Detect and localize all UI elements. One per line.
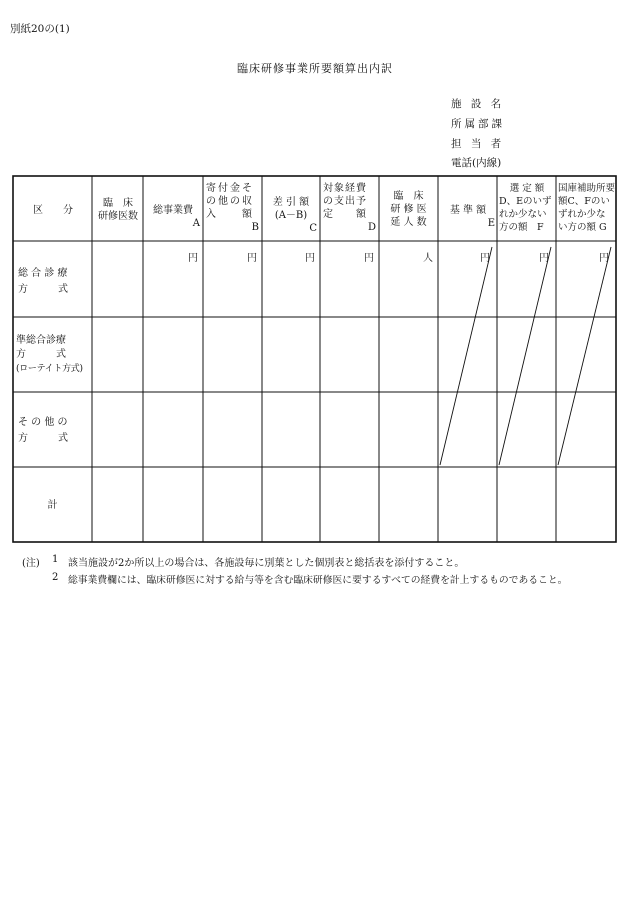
- header-total-cost: [146, 204, 200, 230]
- header-selected-line3: れか少ない: [499, 209, 547, 220]
- header-resident-days-line1: 臨 床: [393, 191, 424, 202]
- unit-income: 円: [247, 253, 257, 264]
- facility-name-label: 施 設 名: [451, 98, 505, 110]
- header-standard: [441, 204, 495, 230]
- header-standard-letter: E: [487, 218, 495, 229]
- row-label-semi-line3: (ローテイト方式): [16, 364, 83, 374]
- header-selected: [499, 182, 555, 234]
- header-category: 区 分: [33, 205, 73, 216]
- note-1-text: 該当施設が2か所以上の場合は、各施設毎に別葉とした個別表と総括表を添付すること。: [68, 558, 465, 569]
- row-label-semi-line2: 方 式: [16, 349, 66, 360]
- note-1-number: 1: [52, 554, 59, 565]
- row-label-general-line1: 総 合 診 療: [18, 268, 68, 279]
- header-income-line2: の他の収: [206, 196, 254, 207]
- header-standard-label: 基 準 額: [449, 205, 487, 216]
- unit-subsidy: 円: [599, 253, 609, 264]
- row-label-general-line2: 方 式: [18, 284, 68, 295]
- person-in-charge-label: 担 当 者: [451, 138, 505, 150]
- unit-selected: 円: [539, 253, 549, 264]
- header-resident-days-line3: 延 人 数: [390, 217, 427, 228]
- header-income-line1: 寄付金そ: [206, 183, 254, 194]
- unit-standard: 円: [480, 253, 490, 264]
- header-selected-line2: D、Eのいず: [499, 196, 552, 207]
- notes-marker: (注): [22, 558, 40, 569]
- header-resident-days-line2: 研 修 医: [390, 204, 427, 215]
- header-eligible: [323, 182, 376, 234]
- department-label: 所属部課: [451, 118, 505, 130]
- header-eligible-line1: 対象経費: [323, 183, 367, 194]
- header-net: [265, 196, 317, 235]
- header-residents-line1: 臨 床: [103, 198, 133, 209]
- header-subsidy-line2: 額C、Fのい: [558, 196, 610, 207]
- header-income-letter: B: [251, 222, 259, 233]
- row-label-other-line2: 方 式: [18, 433, 68, 444]
- page-title: 臨床研修事業所要額算出内訳: [237, 62, 393, 75]
- unit-resident-days: 人: [423, 253, 433, 264]
- header-income: [206, 182, 259, 234]
- row-label-semi: [16, 334, 90, 376]
- row-label-total: 計: [47, 500, 58, 511]
- row-label-other: [18, 415, 88, 447]
- note-2-number: 2: [52, 572, 59, 583]
- header-resident-days: [381, 190, 436, 229]
- note-2-text: 総事業費欄には、臨床研修医に対する給与等を含む臨床研修医に要するすべての経費を計上するものであること。: [68, 575, 568, 586]
- header-net-line1: 差 引 額: [272, 197, 310, 208]
- unit-total-cost: 円: [188, 253, 198, 264]
- header-income-line3: 入 額: [206, 209, 254, 220]
- header-eligible-line2: の支出予: [323, 196, 367, 207]
- header-selected-line4: 方の額 F: [499, 222, 544, 233]
- header-total-cost-letter: A: [192, 218, 200, 229]
- header-total-cost-label: 総事業費: [153, 205, 193, 216]
- header-eligible-line3: 定 額: [323, 209, 367, 220]
- header-net-line2: (A－B): [274, 210, 308, 221]
- header-subsidy-line1: 国庫補助所要: [558, 183, 616, 194]
- header-residents: [93, 197, 143, 223]
- unit-eligible: 円: [364, 253, 374, 264]
- header-subsidy: [558, 182, 616, 234]
- header-residents-line2: 研修医数: [98, 211, 138, 222]
- header-subsidy-line3: ずれか少な: [558, 209, 606, 220]
- unit-net: 円: [305, 253, 315, 264]
- row-label-other-line1: そ の 他 の: [18, 417, 68, 428]
- row-label-general: [18, 266, 88, 298]
- header-net-letter: C: [309, 223, 317, 234]
- attachment-label: 別紙20の(1): [10, 23, 70, 35]
- header-selected-line1: 選 定 額: [509, 183, 545, 194]
- header-eligible-letter: D: [367, 222, 376, 233]
- row-label-semi-line1: 準総合診療: [16, 335, 66, 346]
- header-subsidy-line4: い方の額 G: [558, 222, 607, 233]
- phone-label: 電話(内線): [451, 157, 502, 169]
